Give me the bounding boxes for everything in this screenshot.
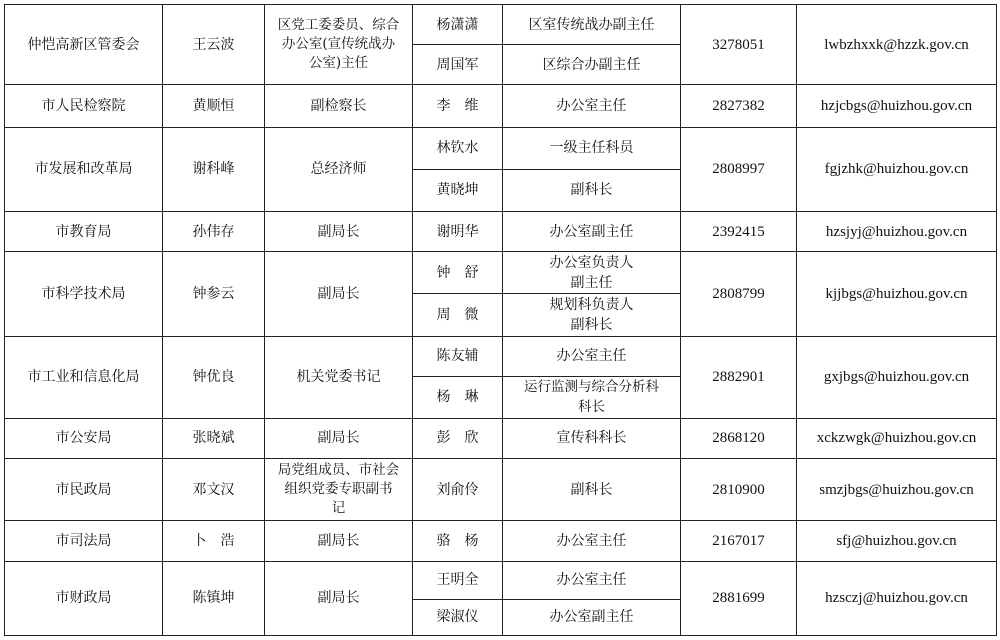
phone-cell: 2827382 — [681, 85, 797, 127]
contact-title-cell: 副科长 — [503, 169, 681, 211]
contact-title-cell: 区综合办副主任 — [503, 45, 681, 85]
leader-name-cell: 钟参云 — [163, 252, 265, 336]
contact-name-cell: 钟 舒 — [413, 252, 503, 294]
leader-name-cell: 陈镇坤 — [163, 561, 265, 635]
leader-title-cell: 副局长 — [265, 211, 413, 251]
phone-cell: 2810900 — [681, 459, 797, 521]
org-cell: 市发展和改革局 — [5, 127, 163, 211]
table-row — [5, 85, 997, 127]
leader-title-cell: 副局长 — [265, 252, 413, 336]
contact-name-cell: 骆 杨 — [413, 521, 503, 561]
leader-title-cell: 总经济师 — [265, 127, 413, 211]
email-cell: gxjbgs@huizhou.gov.cn — [797, 336, 997, 418]
org-cell: 市民政局 — [5, 459, 163, 521]
leader-name-cell: 黄顺恒 — [163, 85, 265, 127]
contact-name-cell: 黄晓坤 — [413, 169, 503, 211]
table-row — [5, 252, 997, 294]
contact-name-cell: 陈友辅 — [413, 336, 503, 376]
contact-name-cell: 杨潇潇 — [413, 5, 503, 45]
table-row — [5, 459, 997, 521]
contact-title-cell: 办公室负责人 副主任 — [503, 252, 681, 294]
org-cell: 市科学技术局 — [5, 252, 163, 336]
leader-name-cell: 王云波 — [163, 5, 265, 85]
org-cell: 市工业和信息化局 — [5, 336, 163, 418]
leader-title-cell: 局党组成员、市社会 组织党委专职副书 记 — [265, 459, 413, 521]
contact-title-cell: 办公室副主任 — [503, 211, 681, 251]
contact-table-body — [5, 5, 997, 636]
contact-name-cell: 王明全 — [413, 561, 503, 599]
org-cell: 市教育局 — [5, 211, 163, 251]
table-row — [5, 418, 997, 458]
phone-cell: 2808997 — [681, 127, 797, 211]
contact-title-cell: 规划科负责人 副科长 — [503, 294, 681, 336]
email-cell: hzsjyj@huizhou.gov.cn — [797, 211, 997, 251]
leader-name-cell: 卜 浩 — [163, 521, 265, 561]
leader-title-cell: 副局长 — [265, 561, 413, 635]
email-cell: xckzwgk@huizhou.gov.cn — [797, 418, 997, 458]
email-cell: hzjcbgs@huizhou.gov.cn — [797, 85, 997, 127]
contact-title-cell: 办公室主任 — [503, 561, 681, 599]
contact-name-cell: 谢明华 — [413, 211, 503, 251]
contact-name-cell: 彭 欣 — [413, 418, 503, 458]
leader-title-cell: 副检察长 — [265, 85, 413, 127]
contact-name-cell: 刘俞伶 — [413, 459, 503, 521]
leader-title-cell: 副局长 — [265, 418, 413, 458]
email-cell: smzjbgs@huizhou.gov.cn — [797, 459, 997, 521]
table-row — [5, 561, 997, 599]
table-row — [5, 127, 997, 169]
phone-cell: 2868120 — [681, 418, 797, 458]
leader-title-cell: 机关党委书记 — [265, 336, 413, 418]
contact-title-cell: 副科长 — [503, 459, 681, 521]
phone-cell: 2392415 — [681, 211, 797, 251]
table-row — [5, 5, 997, 45]
email-cell: sfj@huizhou.gov.cn — [797, 521, 997, 561]
phone-cell: 2881699 — [681, 561, 797, 635]
email-cell: kjjbgs@huizhou.gov.cn — [797, 252, 997, 336]
contact-name-cell: 林钦水 — [413, 127, 503, 169]
leader-name-cell: 钟优良 — [163, 336, 265, 418]
contact-table — [4, 4, 997, 636]
contact-name-cell: 李 维 — [413, 85, 503, 127]
contact-title-cell: 运行监测与综合分析科 科长 — [503, 376, 681, 418]
leader-title-cell: 区党工委委员、综合 办公室(宣传统战办 公室)主任 — [265, 5, 413, 85]
contact-name-cell: 周国军 — [413, 45, 503, 85]
leader-title-cell: 副局长 — [265, 521, 413, 561]
org-cell: 市财政局 — [5, 561, 163, 635]
leader-name-cell: 孙伟存 — [163, 211, 265, 251]
table-row — [5, 336, 997, 376]
contact-title-cell: 办公室主任 — [503, 336, 681, 376]
leader-name-cell: 张晓斌 — [163, 418, 265, 458]
leader-name-cell: 邓文汉 — [163, 459, 265, 521]
email-cell: lwbzhxxk@hzzk.gov.cn — [797, 5, 997, 85]
table-row — [5, 211, 997, 251]
contact-title-cell: 办公室主任 — [503, 521, 681, 561]
contact-title-cell: 区室传统战办副主任 — [503, 5, 681, 45]
contact-name-cell: 周 微 — [413, 294, 503, 336]
phone-cell: 2808799 — [681, 252, 797, 336]
org-cell: 仲恺高新区管委会 — [5, 5, 163, 85]
email-cell: hzsczj@huizhou.gov.cn — [797, 561, 997, 635]
org-cell: 市公安局 — [5, 418, 163, 458]
org-cell: 市人民检察院 — [5, 85, 163, 127]
phone-cell: 3278051 — [681, 5, 797, 85]
table-row — [5, 521, 997, 561]
contact-name-cell: 杨 琳 — [413, 376, 503, 418]
org-cell: 市司法局 — [5, 521, 163, 561]
leader-name-cell: 谢科峰 — [163, 127, 265, 211]
phone-cell: 2882901 — [681, 336, 797, 418]
email-cell: fgjzhk@huizhou.gov.cn — [797, 127, 997, 211]
contact-title-cell: 办公室主任 — [503, 85, 681, 127]
contact-title-cell: 一级主任科员 — [503, 127, 681, 169]
contact-name-cell: 梁淑仪 — [413, 599, 503, 635]
contact-title-cell: 办公室副主任 — [503, 599, 681, 635]
contact-title-cell: 宣传科科长 — [503, 418, 681, 458]
phone-cell: 2167017 — [681, 521, 797, 561]
